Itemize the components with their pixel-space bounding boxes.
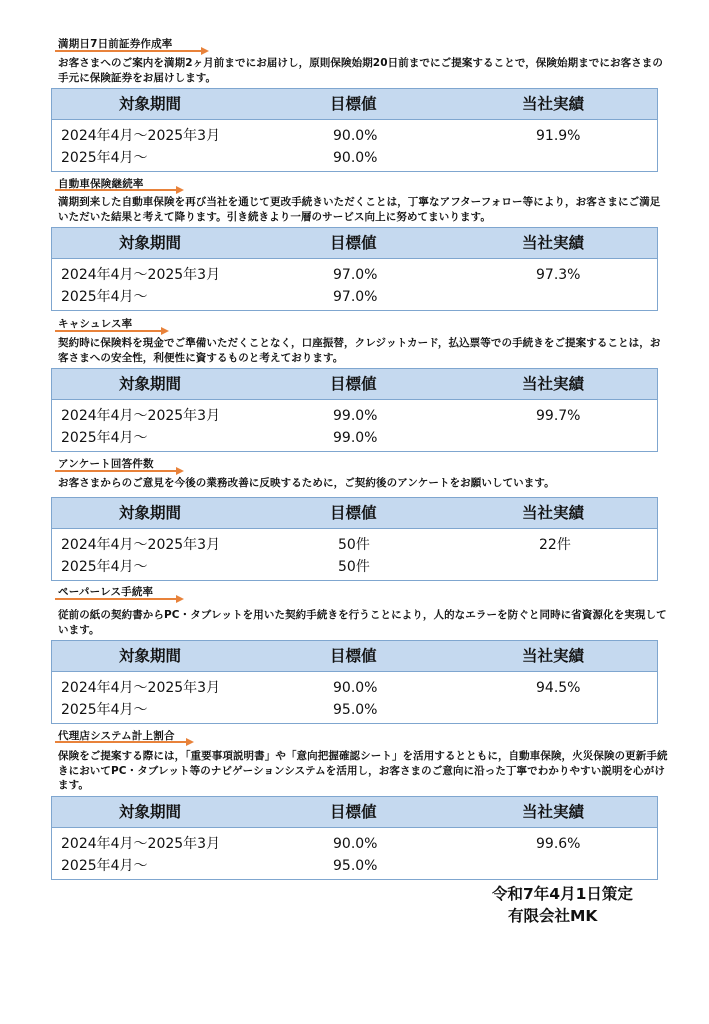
table-header [52, 641, 657, 672]
header-target: 目標値 [330, 504, 377, 522]
target-2: 95.0% [333, 702, 378, 718]
section-title: 代理店システム計上割合 [58, 730, 175, 742]
metric-table [51, 368, 658, 452]
period-1: 2024年4月～2025年3月 [61, 267, 221, 283]
header-target: 目標値 [330, 375, 377, 393]
header-target: 目標値 [330, 95, 377, 113]
target-2: 97.0% [333, 289, 378, 305]
target-2: 99.0% [333, 430, 378, 446]
section-title: 満期日7日前証券作成率 [58, 38, 173, 50]
section-description: 契約時に保険料を現金でご準備いただくことなく，口座振替，クレジットカード，払込票等での手続きをご提案することは，お客さまへの安全性，利便性に資するものと考えております。 [58, 337, 661, 364]
section-description: 従前の紙の契約書からPC・タブレットを用いた契約手続きを行うことにより，人的なエラーを防ぐと同時に省資源化を実現しています。 [58, 609, 667, 636]
table-body [52, 120, 657, 171]
header-period: 対象期間 [119, 803, 182, 821]
period-1: 2024年4月～2025年3月 [61, 537, 221, 553]
period-2: 2025年4月～ [61, 702, 148, 718]
table-header [52, 369, 657, 400]
table-body [52, 259, 657, 310]
section-title: ペーパーレス手続率 [58, 586, 154, 598]
table-header [52, 89, 657, 120]
result-1: 91.9% [536, 128, 581, 144]
period-2: 2025年4月～ [61, 559, 148, 575]
section-description: 満期到来した自動車保険を再び当社を通じて更改手続きいただくことは，丁寧なアフターフォロー等により，お客さまにご満足いただいた結果と考えて降ります。引き続きより一層のサービス向上に努めてまいります。 [58, 196, 661, 223]
header-period: 対象期間 [119, 647, 182, 665]
section-title: アンケート回答件数 [58, 458, 154, 470]
target-1: 97.0% [333, 267, 378, 283]
header-period: 対象期間 [119, 95, 182, 113]
header-result: 当社実績 [522, 234, 585, 252]
period-1: 2024年4月～2025年3月 [61, 680, 221, 696]
table-body [52, 400, 657, 451]
footer-date: 令和7年4月1日策定 [492, 885, 633, 903]
header-result: 当社実績 [522, 803, 585, 821]
period-2: 2025年4月～ [61, 289, 148, 305]
result-1: 99.7% [536, 408, 581, 424]
header-result: 当社実績 [522, 375, 585, 393]
result-1: 99.6% [536, 836, 581, 852]
target-1: 90.0% [333, 680, 378, 696]
metric-table [51, 640, 658, 724]
header-result: 当社実績 [522, 647, 585, 665]
target-1: 90.0% [333, 836, 378, 852]
header-period: 対象期間 [119, 234, 182, 252]
header-target: 目標値 [330, 647, 377, 665]
target-2: 90.0% [333, 150, 378, 166]
target-1: 50件 [338, 537, 370, 553]
arrow-icon [55, 737, 195, 747]
period-1: 2024年4月～2025年3月 [61, 408, 221, 424]
metric-table [51, 227, 658, 311]
target-1: 99.0% [333, 408, 378, 424]
header-period: 対象期間 [119, 375, 182, 393]
arrow-icon [55, 46, 210, 56]
footer-company: 有限会社MK [508, 907, 598, 925]
arrow-icon [55, 185, 185, 195]
period-2: 2025年4月～ [61, 150, 148, 166]
table-header [52, 228, 657, 259]
header-result: 当社実績 [522, 504, 585, 522]
target-2: 50件 [338, 559, 370, 575]
section-title: キャシュレス率 [58, 318, 133, 330]
metric-table [51, 88, 658, 172]
header-period: 対象期間 [119, 504, 182, 522]
arrow-icon [55, 326, 170, 336]
table-body [52, 828, 657, 879]
table-header [52, 498, 657, 529]
header-target: 目標値 [330, 803, 377, 821]
target-1: 90.0% [333, 128, 378, 144]
metric-table [51, 796, 658, 880]
arrow-icon [55, 594, 185, 604]
result-1: 22件 [539, 537, 571, 553]
arrow-icon [55, 466, 185, 476]
table-body [52, 529, 657, 580]
period-1: 2024年4月～2025年3月 [61, 128, 221, 144]
target-2: 95.0% [333, 858, 378, 874]
section-description: お客さまからのご意見を今後の業務改善に反映するために，ご契約後のアンケートをお願いしています。 [58, 477, 555, 489]
period-2: 2025年4月～ [61, 430, 148, 446]
period-2: 2025年4月～ [61, 858, 148, 874]
section-description: 保険をご提案する際には，「重要事項説明書」や「意向把握確認シート」を活用するとともに，自動車保険，火災保険の更新手続きにおいてPC・タブレット等のナビゲーションシステムを活用し，お客さまのご意向に沿った丁寧でわかりやすい説明を心がけます。 [58, 750, 668, 791]
header-target: 目標値 [330, 234, 377, 252]
period-1: 2024年4月～2025年3月 [61, 836, 221, 852]
metric-table [51, 497, 658, 581]
section-title: 自動車保険継続率 [58, 178, 144, 190]
table-header [52, 797, 657, 828]
table-body [52, 672, 657, 723]
result-1: 97.3% [536, 267, 581, 283]
result-1: 94.5% [536, 680, 581, 696]
section-description: お客さまへのご案内を満期2ヶ月前までにお届けし，原則保険始期20日前までにご提案することで，保険始期までにお客さまの手元に保険証券をお届けします。 [58, 57, 664, 84]
header-result: 当社実績 [522, 95, 585, 113]
